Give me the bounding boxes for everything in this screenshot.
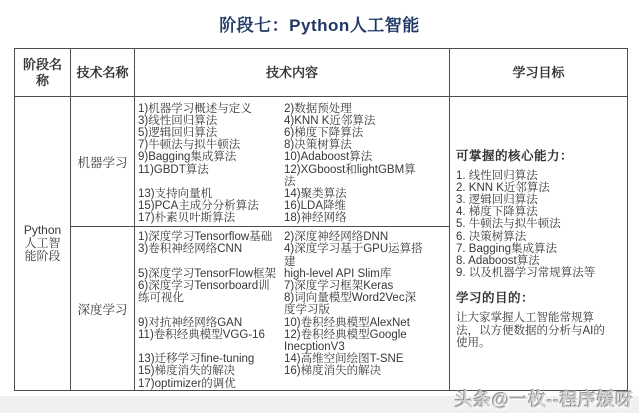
content-line: 14)聚类算法 xyxy=(284,187,347,200)
learning-goals-cell xyxy=(450,97,628,391)
core-abilities-list xyxy=(456,170,623,280)
content-line: 14)高维空间绘图T-SNE xyxy=(284,353,404,366)
content-line: 6)梯度下降算法 xyxy=(284,126,364,139)
content-column-left xyxy=(138,231,284,389)
column-header-tech-name: 技术名称 xyxy=(71,49,135,97)
content-line: 12)XGboost和lightGBM算 xyxy=(284,163,416,176)
content-line: 8)决策树算法 xyxy=(284,139,352,152)
content-line: 2)深度神经网络DNN xyxy=(284,231,389,244)
goal-item: 9. 以及机器学习常规算法等 xyxy=(456,267,596,280)
content-line: 4)深度学习基于GPU运算搭 xyxy=(284,243,423,256)
content-line: 练可视化 xyxy=(138,292,184,305)
content-line: 3)卷积神经网络CNN xyxy=(138,243,243,256)
content-line: 7)深度学习框架Keras xyxy=(284,280,394,293)
content-column-left xyxy=(138,103,284,225)
column-header-learning-goals: 学习目标 xyxy=(450,49,628,97)
column-header-stage-name: 阶段名称 xyxy=(15,49,71,97)
goal-item: 6. 决策树算法 xyxy=(456,230,527,243)
content-line: 11)GBDT算法 xyxy=(138,163,209,176)
column-header-tech-content: 技术内容 xyxy=(135,49,450,97)
stage-name-cell: Python人工智能阶段 xyxy=(15,97,71,391)
content-line: 15)PCA主成分分析算法 xyxy=(138,200,259,213)
core-abilities-title: 可掌握的核心能力： xyxy=(456,148,574,163)
learning-purpose-title: 学习的目的： xyxy=(456,291,535,306)
content-line: 18)神经网络 xyxy=(284,212,347,225)
curriculum-table xyxy=(14,48,628,391)
page-title: 阶段七：Python人工智能 xyxy=(219,16,420,35)
content-column-right xyxy=(284,103,449,225)
content-line xyxy=(138,176,284,188)
content-line: 16)梯度消失的解决 xyxy=(284,365,382,378)
content-line: 11)卷积经典模型VGG-16 xyxy=(138,328,265,341)
content-line: 1)机器学习概述与定义 xyxy=(138,102,252,115)
content-line: 1)深度学习Tensorflow基础 xyxy=(138,231,273,244)
content-line xyxy=(138,256,284,268)
tech-name-machine-learning: 机器学习 xyxy=(71,97,135,227)
watermark-toutiao: 头条@一枚--程序媛呀 xyxy=(454,390,634,410)
content-line: 3)线性回归算法 xyxy=(138,114,218,127)
content-line: 9)Bagging集成算法 xyxy=(138,151,237,164)
tech-name-deep-learning: 深度学习 xyxy=(71,227,135,391)
content-line: InecptionV3 xyxy=(284,340,345,353)
goal-item: 4. 梯度下降算法 xyxy=(456,206,538,219)
content-line: 建 xyxy=(284,255,296,268)
goal-item: 3. 逻辑回归算法 xyxy=(456,194,538,207)
content-line: 7)牛顿法与拟牛顿法 xyxy=(138,139,241,152)
content-line: 8)词向量模型Word2Vec深 xyxy=(284,292,417,305)
table-row-machine-learning xyxy=(15,97,628,227)
content-line: 4)KNN K近邻算法 xyxy=(284,114,376,127)
content-line: 13)支持向量机 xyxy=(138,187,213,200)
content-line: 5)逻辑回归算法 xyxy=(138,126,218,139)
content-line: high-level API Slim库 xyxy=(284,267,392,280)
content-line: 13)迁移学习fine-tuning xyxy=(138,353,255,366)
content-column-right xyxy=(284,231,449,389)
content-line: 法 xyxy=(284,175,296,188)
content-line: 10)Adaboost算法 xyxy=(284,151,373,164)
content-line: 5)深度学习TensorFlow框架 xyxy=(138,267,277,280)
content-line: 17)optimizer的调优 xyxy=(138,377,236,390)
content-line: 6)深度学习Tensorboard训 xyxy=(138,280,270,293)
content-line: 9)对抗神经网络GAN xyxy=(138,316,243,329)
content-machine-learning xyxy=(135,97,450,227)
content-line: 度学习版 xyxy=(284,304,330,317)
content-line xyxy=(138,341,284,353)
content-line: 16)LDA降维 xyxy=(284,200,346,213)
table-header-row xyxy=(15,49,628,97)
content-line xyxy=(138,304,284,316)
content-columns xyxy=(138,231,449,389)
content-line: 2)数据预处理 xyxy=(284,102,352,115)
goal-item: 7. Bagging集成算法 xyxy=(456,242,557,255)
content-line: 17)朴素贝叶斯算法 xyxy=(138,212,236,225)
goal-item: 8. Adaboost算法 xyxy=(456,255,540,268)
content-line: 15)梯度消失的解决 xyxy=(138,365,236,378)
goal-item: 1. 线性回归算法 xyxy=(456,169,538,182)
goal-item: 5. 牛顿法与拟牛顿法 xyxy=(456,218,561,231)
goal-item: 2. KNN K近邻算法 xyxy=(456,181,550,194)
learning-purpose-text: 让大家掌握人工智能常规算法，以方便数据的分析与AI的使用。 xyxy=(456,312,605,349)
content-line: 12)卷积经典模型Google xyxy=(284,328,407,341)
content-line: 10)卷积经典模型AlexNet xyxy=(284,316,410,329)
content-deep-learning xyxy=(135,227,450,391)
content-columns xyxy=(138,103,449,225)
